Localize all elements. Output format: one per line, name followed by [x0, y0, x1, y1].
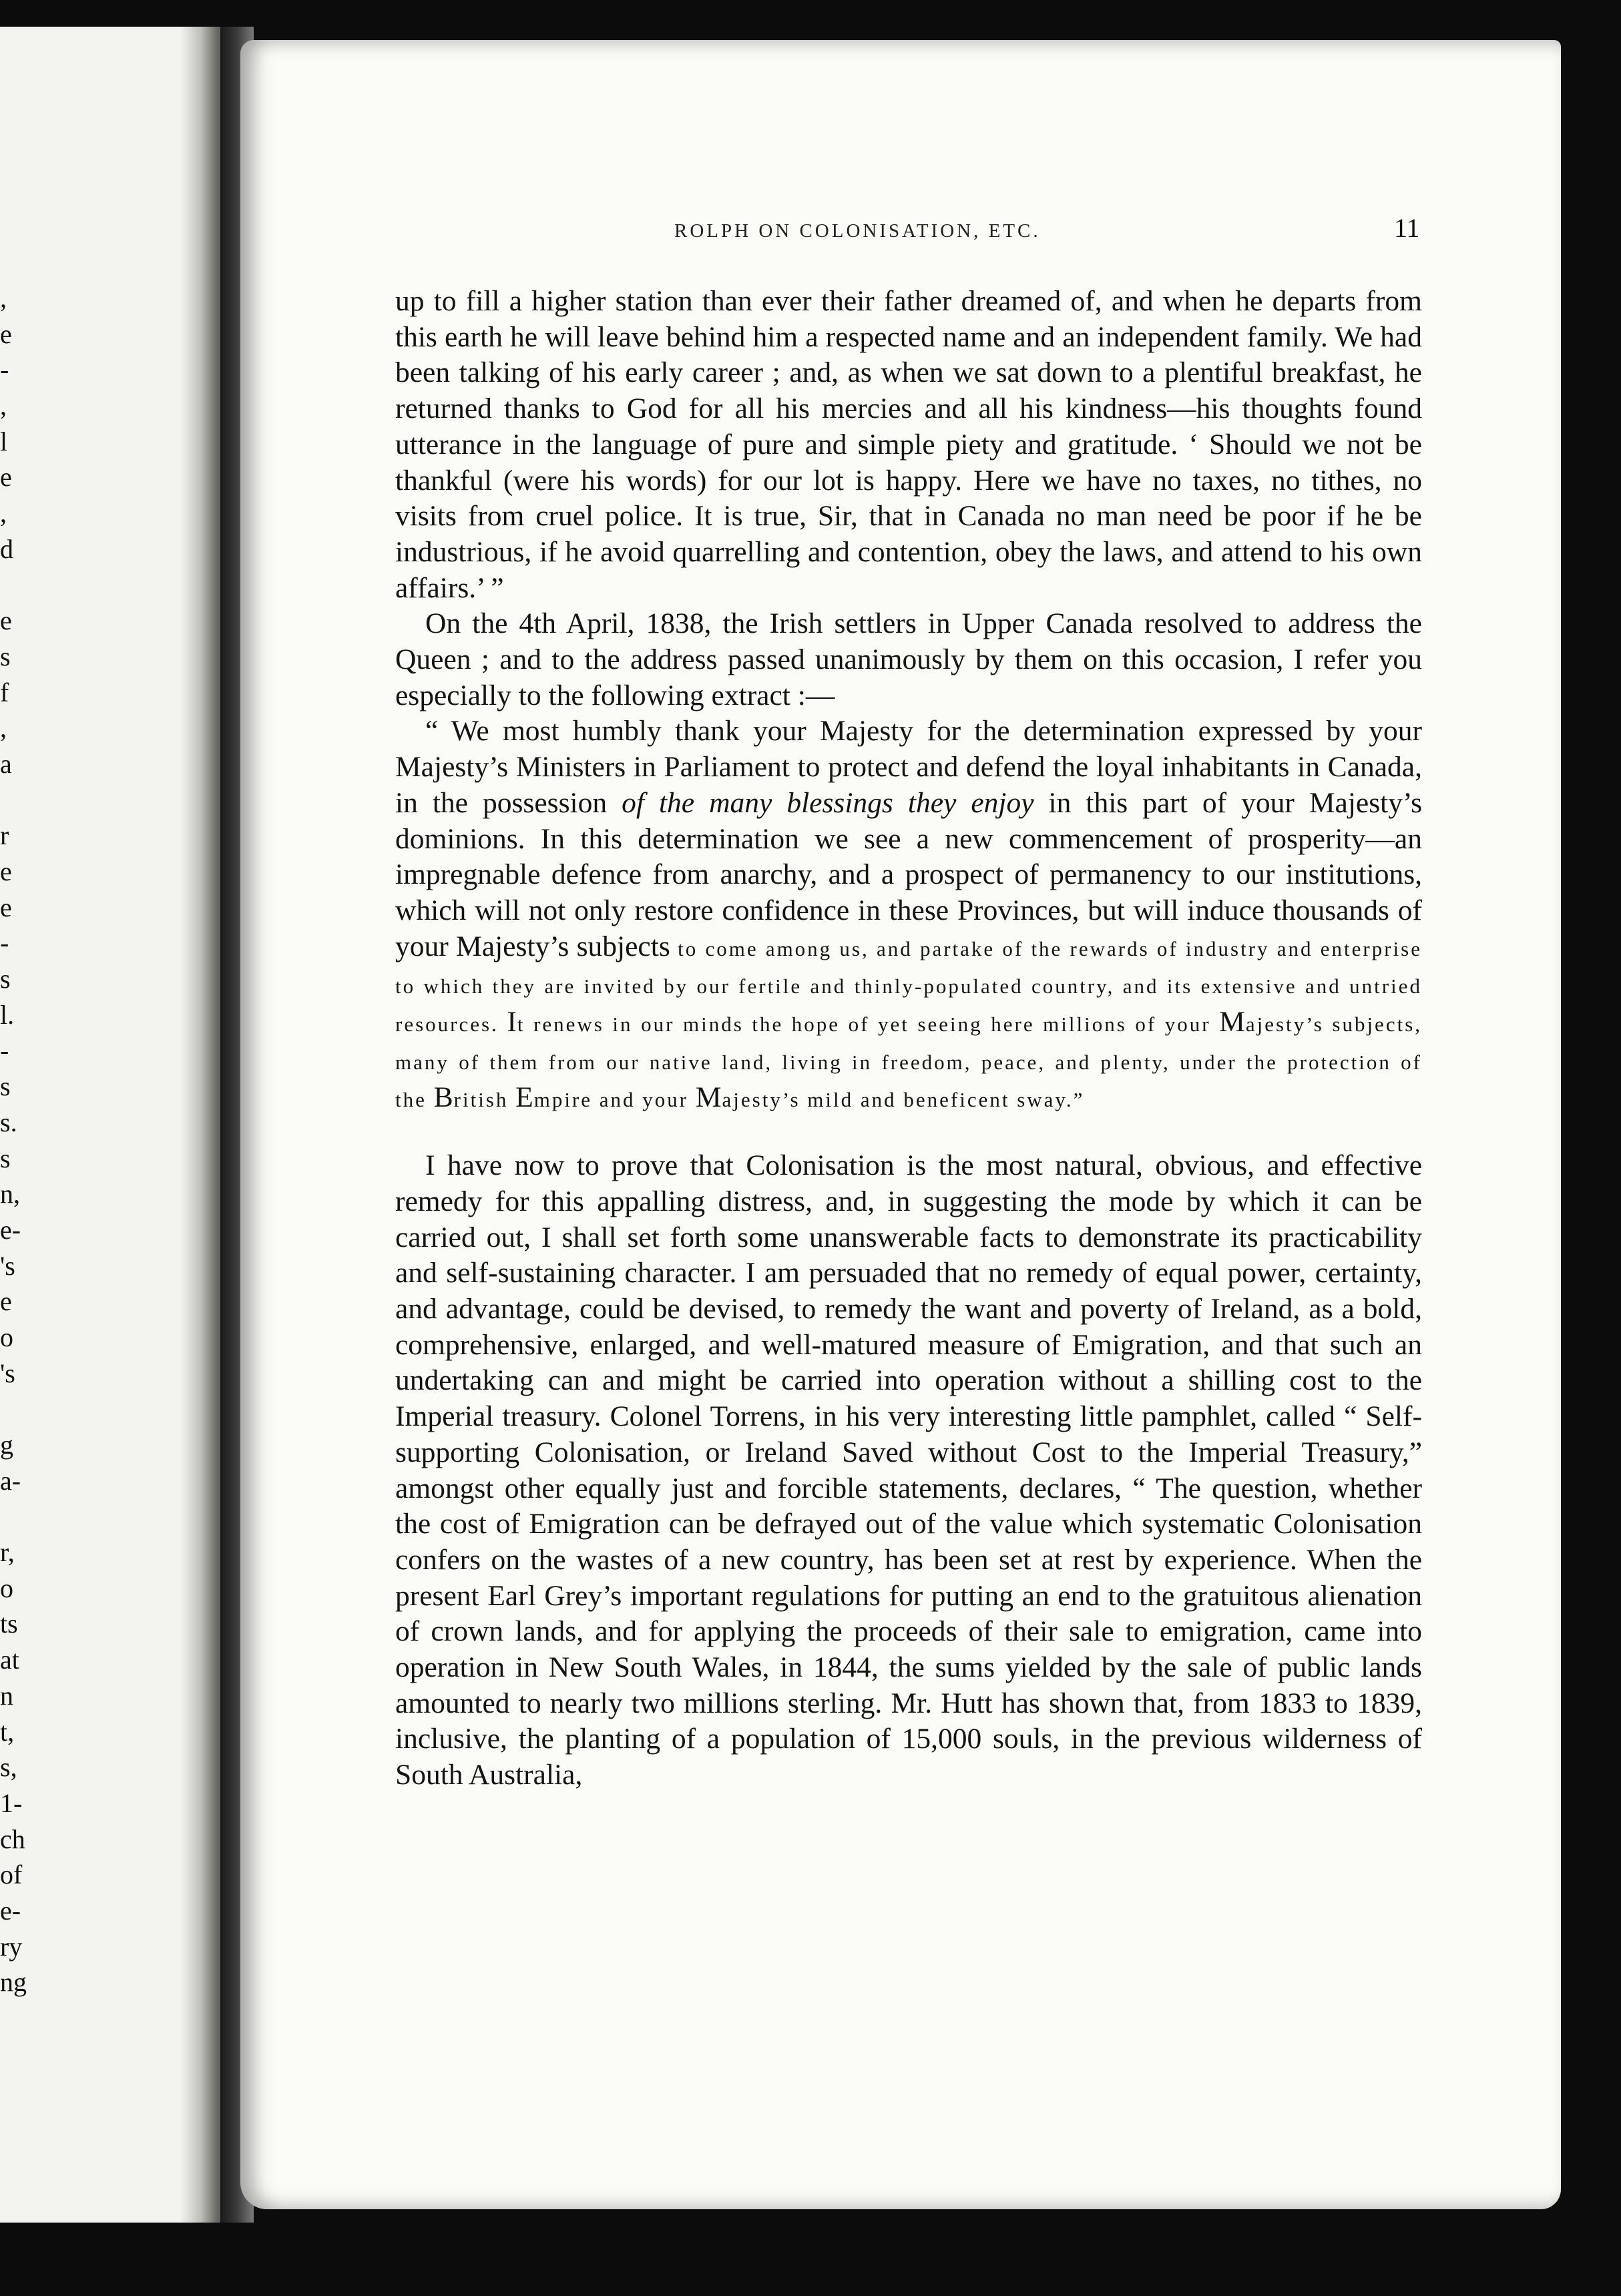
quote-cap-m2: M: [695, 1081, 722, 1114]
margin-fragment: e: [0, 462, 12, 493]
margin-fragment: s,: [0, 1752, 17, 1783]
page-number: 11: [1394, 213, 1420, 243]
margin-fragment: -: [0, 1035, 9, 1066]
quote-sc-3: ajesty’s subjects, many of them from our native land, living in freedom, peace, and plenty, under the protection of the: [395, 1013, 1423, 1112]
margin-fragment: at: [0, 1645, 19, 1675]
margin-fragment: e: [0, 1286, 12, 1317]
margin-fragment: 1-: [0, 1787, 23, 1818]
margin-fragment: t,: [0, 1716, 15, 1747]
margin-fragment: a-: [0, 1465, 21, 1496]
margin-fragment: [0, 567, 20, 603]
paragraph-2: On the 4th April, 1838, the Irish settlers in Upper Canada resolved to address the Queen ; and to the address passed unanimously by them on this occasion, I refer you especially to the following extract :—: [395, 607, 1422, 711]
margin-fragment: ts: [0, 1609, 18, 1639]
margin-fragment: e-: [0, 1895, 21, 1926]
quote-sc-5: mpire and your: [533, 1088, 689, 1112]
margin-fragment: f: [0, 677, 9, 707]
margin-fragment: s: [0, 964, 11, 994]
quote-sc-6: ajesty’s mild and beneficent sway.”: [722, 1088, 1085, 1112]
address-quote: [395, 713, 1422, 1118]
margin-fragment: e: [0, 318, 12, 349]
quote-italic: of the many blessings they enjoy: [622, 786, 1034, 819]
quote-sc-4: ritish: [453, 1088, 509, 1112]
margin-fragment: [0, 782, 20, 818]
margin-fragment: -: [0, 928, 9, 958]
left-margin-fragments: [0, 280, 27, 2000]
margin-fragment: ch: [0, 1823, 25, 1854]
margin-fragment: ,: [0, 498, 7, 529]
paragraph-gap: [395, 1118, 1422, 1148]
quote-sc-1: to come among us, and partake of the rewards of industry and enterprise to which they are invited by our fertile and thinly-populated country, and its extensive and untried resources.: [395, 936, 1422, 1037]
margin-fragment: d: [0, 533, 13, 564]
left-page-edge: [0, 27, 220, 2223]
margin-fragment: l.: [0, 999, 15, 1030]
margin-fragment: ,: [0, 283, 7, 313]
margin-fragment: 's: [0, 1358, 15, 1388]
paragraph-3: I have now to prove that Colonisation is the most natural, obvious, and effective remedy for this appalling distress, and, in suggesting the mode by which it can be carried out, I shall set forth some unanswerable facts to demonstrate its practicability and self-sustaining character. I am persuaded that no remedy of equal power, certainty, and advantage, could be devised, to remedy the want and poverty of Ireland, as a bold, comprehensive, enlarged, and well-matured measure of Emigration, and that such an undertaking can and might be carried into operation without a shilling cost to the Imperial treasury. Colonel Torrens, in his very interesting little pamphlet, called “ Self-supporting Colonisation, or Ireland Saved without Cost to the Imperial Treasury,” amongst other equally just and forcible statements, declares, “ The question, whether the cost of Emigration can be defrayed out of the value which systematic Colonisation confers on the wastes of a new country, has been set at rest by experience. When the present Earl Grey’s important regulations for putting an end to the gratuitous alienation of crown lands, and for applying the proceeds of their sale to emigration, came into operation in New South Wales, in 1844, the sums yielded by the sale of public lands amounted to nearly two millions sterling. Mr. Hutt has shown that, from 1833 to 1839, inclusive, the planting of a population of 15,000 souls, in the previous wilderness of South Australia,: [395, 1149, 1422, 1791]
quote-small-caps: [395, 937, 1422, 1112]
margin-fragment: a: [0, 748, 12, 779]
margin-fragment: g: [0, 1430, 13, 1460]
margin-fragment: [0, 1498, 20, 1534]
quote-cap-b: B: [433, 1081, 454, 1114]
margin-fragment: r,: [0, 1537, 15, 1568]
margin-fragment: 's: [0, 1250, 15, 1281]
margin-fragment: e: [0, 856, 12, 886]
margin-fragment: o: [0, 1322, 13, 1352]
quote-cap-m1: M: [1219, 1006, 1246, 1039]
margin-fragment: o: [0, 1572, 13, 1603]
margin-fragment: s.: [0, 1107, 17, 1137]
margin-fragment: s: [0, 641, 11, 671]
running-head: ROLPH ON COLONISATION, ETC.: [674, 220, 1041, 242]
margin-fragment: ry: [0, 1931, 23, 1962]
margin-fragment: e: [0, 605, 12, 636]
quote-sc-2: t renews in our minds the hope of yet seeing here millions of your: [517, 1013, 1211, 1037]
margin-fragment: [0, 1391, 20, 1427]
margin-fragment: s: [0, 1071, 11, 1102]
quote-cap-e: E: [515, 1081, 534, 1114]
margin-fragment: ng: [0, 1967, 27, 1998]
quote-part-2: in this part of your Majesty’s dominions. In this determination we see a new commencement of prosperity—an impregnable defence from anarchy, and a prospect of permanency to our institutions, which will not only restore confidence in these Provinces, but will induce thousands of your Majesty’s subjects: [395, 786, 1423, 962]
margin-fragment: of: [0, 1859, 23, 1890]
margin-fragment: ,: [0, 713, 7, 744]
margin-fragment: l: [0, 426, 8, 457]
margin-fragment: -: [0, 354, 9, 385]
margin-fragment: e: [0, 892, 12, 922]
quote-part-1: “ We most humbly thank your Majesty for the determination expressed by your Majesty’s Ministers in Parliament to protect and defend the loyal inhabitants in Canada, in the possession: [395, 715, 1422, 819]
paragraph-1: up to fill a higher station than ever their father dreamed of, and when he departs from this earth he will leave behind him a respected name and an independent family. We had been talking of his early career ; and, as when we sat down to a plentiful breakfast, he returned thanks to God for all his mercies and all his kindness—his thoughts found utterance in the language of pure and simple piety and gratitude. ‘ Should we not be thankful (were his words) for our lot is happy. Here we have no taxes, no tithes, no visits from cruel police. It is true, Sir, that in Canada no man need be poor if he be industrious, if he avoid quarrelling and contention, obey the laws, and attend to his own affairs.’ ”: [395, 285, 1422, 604]
margin-fragment: e-: [0, 1214, 21, 1245]
margin-fragment: r: [0, 820, 9, 851]
margin-fragment: s: [0, 1143, 11, 1173]
margin-fragment: n: [0, 1680, 13, 1711]
margin-fragment: ,: [0, 390, 7, 421]
page-body: [395, 284, 1422, 1793]
quote-cap-it: I: [507, 1006, 517, 1039]
margin-fragment: n,: [0, 1179, 20, 1209]
